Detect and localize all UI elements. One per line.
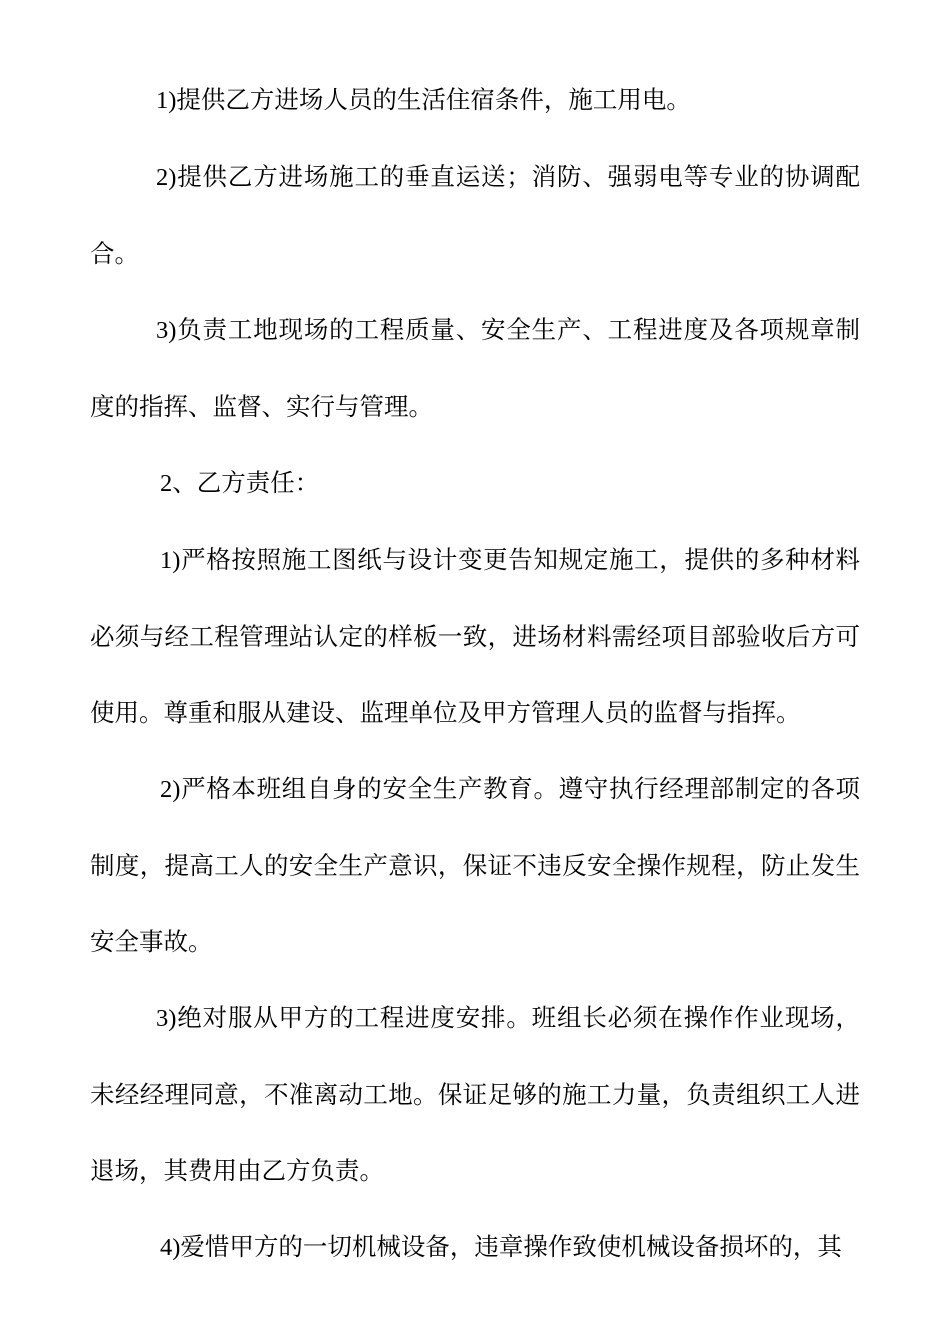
paragraph-7	[90, 1209, 860, 1286]
document-page	[90, 62, 860, 1286]
paragraph-6	[90, 980, 860, 1209]
paragraph-text: 严格按照施工图纸与设计变更告知规定施工，提供的多种材料必须与经工程管理站认定的样板一致，进场材料需经项目部验收后方可使用。尊重和服从建设、监理单位及甲方管理人员的监督与指挥。	[90, 545, 860, 727]
paragraph-number: 4)	[160, 1234, 181, 1261]
section-title: 、乙方责任：	[172, 468, 320, 497]
paragraph-number: 3)	[156, 317, 177, 344]
paragraph-5	[90, 751, 860, 980]
paragraph-number: 1)	[156, 87, 177, 114]
paragraph-text: 提供乙方进场人员的生活住宿条件，施工用电。	[176, 85, 691, 114]
paragraph-number: 2)	[160, 776, 181, 803]
section-heading	[90, 445, 860, 522]
paragraph-text: 负责工地现场的工程质量、安全生产、工程进度及各项规章制度的指挥、监督、实行与管理。	[90, 315, 860, 421]
paragraph-number: 1)	[160, 547, 181, 574]
section-number: 2	[160, 470, 173, 497]
paragraph-number: 3)	[156, 1005, 177, 1032]
paragraph-text: 提供乙方进场施工的垂直运送；消防、强弱电等专业的协调配合。	[90, 162, 860, 268]
paragraph-3	[90, 292, 860, 445]
paragraph-text: 绝对服从甲方的工程进度安排。班组长必须在操作作业现场，未经经理同意，不准离动工地。保证足够的施工力量，负责组织工人进退场，其费用由乙方负责。	[90, 1003, 860, 1185]
paragraph-2	[90, 139, 860, 292]
paragraph-number: 2)	[156, 164, 177, 191]
paragraph-text: 严格本班组自身的安全生产教育。遵守执行经理部制定的各项制度，提高工人的安全生产意识，保证不违反安全操作规程，防止发生安全事故。	[90, 774, 860, 956]
paragraph-4	[90, 522, 860, 751]
paragraph-text: 爱惜甲方的一切机械设备，违章操作致使机械设备损坏的，其	[180, 1232, 842, 1261]
paragraph-1	[90, 62, 860, 139]
